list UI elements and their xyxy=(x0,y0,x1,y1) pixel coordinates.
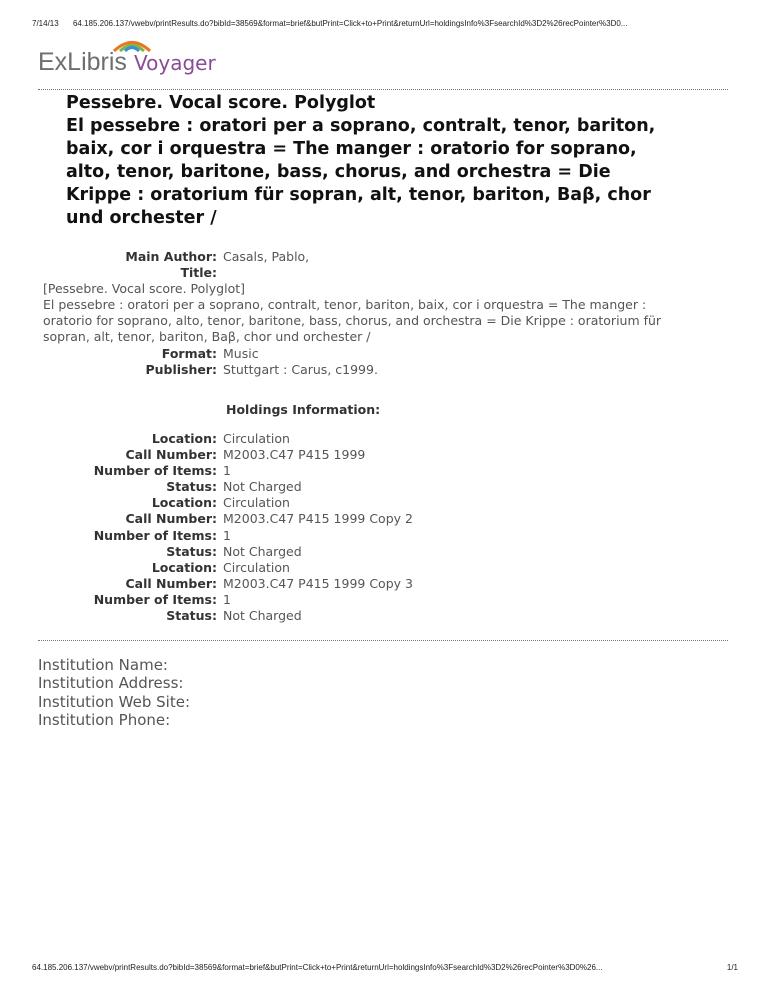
publisher-label: Publisher: xyxy=(145,361,217,377)
holding-location-row xyxy=(43,431,733,447)
number-of-items-label: Number of Items: xyxy=(93,463,217,479)
institution-address: Institution Address: xyxy=(38,674,184,693)
holding-call-number-row xyxy=(43,447,733,463)
exlibris-voyager-logo xyxy=(38,38,258,78)
institution-phone: Institution Phone: xyxy=(38,710,171,729)
call-number-value: M2003.C47 P415 1999 Copy 3 xyxy=(223,575,413,591)
full-title-line: oratorio for soprano, alto, tenor, baritone, bass, chorus, and orchestra = Die Krippe : oratorium für xyxy=(43,313,662,329)
print-url: 64.185.206.137/vwebv/printResults.do?bibId=38569&format=brief&butPrint=Click+to+Print&returnUrl=holdingsInfo%3FsearchId%3D2%26recPointer%3D0... xyxy=(72,19,628,28)
status-label: Status: xyxy=(166,543,217,559)
status-label: Status: xyxy=(166,479,217,495)
print-footer xyxy=(32,963,738,972)
location-label: Location: xyxy=(151,559,217,575)
holdings-heading: Holdings Information: xyxy=(226,402,381,417)
institution-web-site: Institution Web Site: xyxy=(38,692,191,711)
print-header xyxy=(32,19,736,28)
location-value: Circulation xyxy=(223,495,290,511)
top-divider xyxy=(38,89,728,90)
bottom-divider xyxy=(38,640,728,641)
main-author-value: Casals, Pablo, xyxy=(223,249,310,264)
title-row xyxy=(43,265,733,281)
holding-status-row xyxy=(43,544,733,560)
title-line: El pessebre : oratori per a soprano, contralt, tenor, bariton, xyxy=(66,116,656,136)
number-of-items-label: Number of Items: xyxy=(93,527,217,543)
holding-items-row xyxy=(43,463,733,479)
title-line: Krippe : oratorium für sopran, alt, tenor, bariton, Baβ, chor xyxy=(66,185,651,205)
logo-exlibris-text: ExLibris xyxy=(38,48,127,76)
holding-location-row xyxy=(43,495,733,511)
footer-url: 64.185.206.137/vwebv/printResults.do?bibId=38569&format=brief&butPrint=Click+to+Print&returnUrl=holdingsInfo%3FsearchId%3D2%26recPointer%3D0%26... xyxy=(32,963,603,972)
status-value: Not Charged xyxy=(223,479,302,495)
number-of-items-value: 1 xyxy=(223,591,231,607)
location-value: Circulation xyxy=(223,431,290,446)
logo-voyager-text: Voyager xyxy=(134,51,216,75)
full-title-line: sopran, alt, tenor, bariton, Baβ, chor und orchester / xyxy=(43,329,371,345)
title-line: alto, tenor, baritone, bass, chorus, and orchestra = Die xyxy=(66,162,611,182)
call-number-value: M2003.C47 P415 1999 Copy 2 xyxy=(223,511,413,527)
number-of-items-label: Number of Items: xyxy=(93,591,217,607)
location-label: Location: xyxy=(151,495,217,511)
call-number-label: Call Number: xyxy=(125,575,217,591)
call-number-value: M2003.C47 P415 1999 xyxy=(223,447,366,463)
holding-items-row xyxy=(43,528,733,544)
print-date: 7/14/13 xyxy=(32,19,59,28)
status-value: Not Charged xyxy=(223,543,302,559)
holding-status-row xyxy=(43,608,733,624)
title-label: Title: xyxy=(180,265,217,281)
call-number-label: Call Number: xyxy=(125,447,217,463)
call-number-label: Call Number: xyxy=(125,511,217,527)
full-title-line: El pessebre : oratori per a soprano, contralt, tenor, bariton, baix, cor i orquestra = The manger : xyxy=(43,297,647,313)
main-author-row xyxy=(43,249,733,265)
holdings-list xyxy=(43,431,733,624)
holding-call-number-row xyxy=(43,576,733,592)
location-label: Location: xyxy=(151,431,217,446)
institution-name: Institution Name: xyxy=(38,656,168,674)
full-title-line: [Pessebre. Vocal score. Polyglot] xyxy=(43,281,245,297)
main-author-label: Main Author: xyxy=(125,249,217,264)
publisher-value: Stuttgart : Carus, c1999. xyxy=(223,361,378,377)
format-value: Music xyxy=(223,345,259,361)
page-number: 1/1 xyxy=(726,963,738,972)
title-line: baix, cor i orquestra = The manger : oratorio for soprano, xyxy=(66,139,637,159)
number-of-items-value: 1 xyxy=(223,463,231,479)
holding-call-number-row xyxy=(43,511,733,527)
holding-status-row xyxy=(43,479,733,495)
status-label: Status: xyxy=(166,608,217,624)
format-row xyxy=(43,346,733,362)
record-fields xyxy=(43,249,733,378)
holding-items-row xyxy=(43,592,733,608)
holding-location-row xyxy=(43,560,733,576)
title-line: und orchester / xyxy=(66,208,217,228)
record-title-block xyxy=(66,92,726,230)
location-value: Circulation xyxy=(223,559,290,575)
publisher-row xyxy=(43,362,733,378)
number-of-items-value: 1 xyxy=(223,527,231,543)
status-value: Not Charged xyxy=(223,608,302,624)
format-label: Format: xyxy=(161,345,217,361)
uniform-title: Pessebre. Vocal score. Polyglot xyxy=(66,93,376,113)
institution-info xyxy=(38,656,190,729)
